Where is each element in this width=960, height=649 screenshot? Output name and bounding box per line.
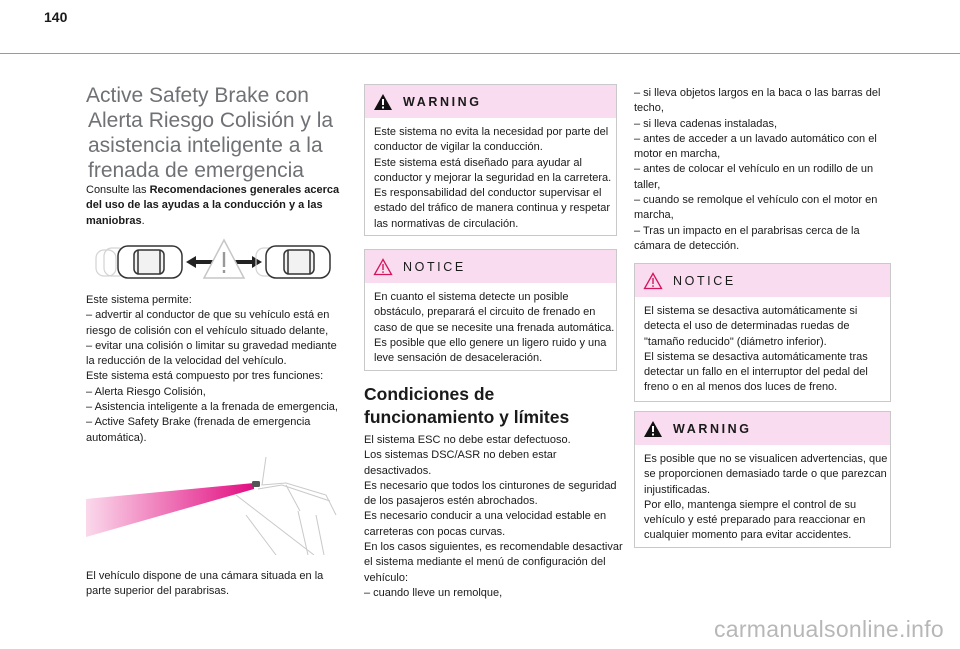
text-line: Los sistemas DSC/ASR no deben estar xyxy=(364,449,557,462)
text-line: caso de que se necesite una frenada automática. xyxy=(374,321,615,334)
text-line: desactivados. xyxy=(364,464,432,477)
header-divider xyxy=(0,53,960,54)
camera-note xyxy=(86,569,338,600)
warning-box-body xyxy=(635,445,890,550)
notice-box-header xyxy=(635,264,890,297)
intro-paragraph xyxy=(86,183,340,229)
text-line: – cuando lleve un remolque, xyxy=(364,586,503,599)
page-title xyxy=(86,83,336,183)
text-line: Es posible que no se visualicen advertencias, que xyxy=(644,453,888,465)
section-title-line: funcionamiento y límites xyxy=(364,407,570,427)
system-functions-paragraph xyxy=(86,293,338,446)
text-line: riesgo de colisión con el vehículo situado delante, xyxy=(86,324,329,337)
text-line: la reducción de la velocidad del vehículo. xyxy=(86,355,287,368)
warning-icon xyxy=(643,420,663,438)
text-line: – Asistencia inteligente a la frenada de emergencia, xyxy=(86,401,338,414)
text-line: el sistema mediante el menú de configuración del xyxy=(364,556,606,569)
text-line: conductor y mejorar la seguridad en la carretera. xyxy=(374,171,612,184)
text-line: El sistema ESC no debe estar defectuoso. xyxy=(364,434,571,446)
title-line: asistencia inteligente a la xyxy=(88,134,323,157)
text-line: – Tras un impacto en el parabrisas cerca de la xyxy=(634,224,860,237)
text-line: Por ello, mantenga siempre el control de su xyxy=(644,498,857,511)
text-line: vehículo: xyxy=(364,571,409,584)
text-line: obstáculo, preparará el circuito de frenado en xyxy=(374,306,596,319)
text-line: detectar un fallo en el interruptor del pedal del xyxy=(644,366,868,379)
notice-box xyxy=(364,249,617,371)
text-line: Este sistema no evita la necesidad por parte del xyxy=(374,126,609,138)
text-line: – advertir al conductor de que su vehículo está en xyxy=(86,309,330,322)
camera-icon xyxy=(252,481,260,487)
camera-detection-beam xyxy=(86,483,254,537)
warning-box xyxy=(364,84,617,236)
text-line: cualquier momento para evitar accidentes. xyxy=(644,529,852,542)
notice-label: NOTICE xyxy=(673,273,736,288)
intro-line xyxy=(86,198,336,213)
text-line: Es posible que ello genere un ligero ruido y una xyxy=(374,336,607,349)
text-line: El sistema se desactiva automáticamente si xyxy=(644,305,858,317)
text-line: vehículo y esté preparado para reaccionar en xyxy=(644,514,866,527)
conditions-paragraph xyxy=(364,433,623,601)
title-line: Active Safety Brake con xyxy=(86,84,309,107)
text-line: El sistema se desactiva automáticamente tras xyxy=(644,350,868,363)
notice-box-body xyxy=(365,283,616,372)
warning-label: WARNING xyxy=(403,94,482,109)
text-line: injustificadas. xyxy=(644,483,711,496)
text-line: cámara de detección. xyxy=(634,239,740,252)
intro-line xyxy=(86,214,336,229)
deactivation-cases-list xyxy=(634,86,890,254)
text-line: En cuanto el sistema detecte un posible xyxy=(374,291,569,303)
text-line: estado del tráfico de manera continua y respetar xyxy=(374,202,611,215)
text-line: se proporcionen demasiado tarde o que parezcan xyxy=(644,468,887,481)
notice-icon xyxy=(373,258,393,276)
text-line: freno o en al menos dos luces de freno. xyxy=(644,381,838,394)
text-line: detecta el uso de determinadas ruedas de xyxy=(644,320,850,333)
warning-triangle-icon xyxy=(204,240,244,278)
text-line: "tamaño reducido" (diámetro inferior). xyxy=(644,335,827,348)
text-line: parte superior del parabrisas. xyxy=(86,585,230,598)
intro-link-text: Recomendaciones generales acerca xyxy=(149,184,340,196)
windshield-camera-illustration xyxy=(86,455,338,555)
text-line: Es necesario conducir a una velocidad estable en xyxy=(364,510,607,523)
own-car-icon xyxy=(118,246,182,278)
text-line: – si lleva objetos largos en la baca o las barras del xyxy=(634,87,881,99)
intro-link-text: maniobras xyxy=(86,214,142,227)
notice-box-header xyxy=(365,250,616,283)
watermark: carmanualsonline.info xyxy=(713,616,944,642)
notice-box xyxy=(634,263,891,402)
warning-icon xyxy=(373,93,393,111)
text-line: Este sistema está compuesto por tres funciones: xyxy=(86,370,324,383)
title-line: frenada de emergencia xyxy=(88,159,304,182)
warning-box-header xyxy=(365,85,616,118)
warning-label: WARNING xyxy=(673,421,752,436)
warning-box xyxy=(634,411,891,548)
text-line: automática). xyxy=(86,431,147,444)
car-body-outline xyxy=(236,457,336,555)
intro-link-text: del uso de las ayudas a la conducción y a las xyxy=(86,199,323,212)
section-title-line: Condiciones de xyxy=(364,384,495,404)
text-line: conductor de vigilar la conducción. xyxy=(374,141,543,154)
text-line: – evitar una colisión o limitar su gravedad mediante xyxy=(86,339,337,352)
text-line: En los casos siguientes, es recomendable desactivar xyxy=(364,541,623,554)
text-line: taller, xyxy=(634,178,661,191)
text-line: – antes de acceder a un lavado automático con el xyxy=(634,132,877,145)
vehicle-ahead-icon xyxy=(266,246,330,278)
text-line: las normativas de circulación. xyxy=(374,217,519,230)
warning-box-body xyxy=(365,118,616,238)
page-number: 140 xyxy=(44,9,68,25)
text-line: – si lleva cadenas instaladas, xyxy=(634,117,778,130)
text-line: El vehículo dispone de una cámara situada en la xyxy=(86,570,324,582)
collision-alert-illustration xyxy=(94,238,332,282)
text-line: Es necesario que todos los cinturones de seguridad xyxy=(364,479,617,492)
intro-line xyxy=(86,183,340,198)
text-line: motor en marcha, xyxy=(634,148,721,161)
intro-suffix: . xyxy=(141,214,145,227)
intro-prefix: Consulte las xyxy=(86,184,150,196)
text-line: techo, xyxy=(634,102,664,115)
text-line: – cuando se remolque el vehículo con el motor en xyxy=(634,194,878,207)
text-line: Este sistema permite: xyxy=(86,294,192,306)
text-line: carreteras con pocas curvas. xyxy=(364,525,506,538)
notice-label: NOTICE xyxy=(403,259,466,274)
text-line: de los pasajeros estén abrochados. xyxy=(364,495,538,508)
text-line: leve sensación de desaceleración. xyxy=(374,352,543,365)
notice-icon xyxy=(643,272,663,290)
text-line: Este sistema está diseñado para ayudar al xyxy=(374,156,582,169)
title-line: Alerta Riesgo Colisión y la xyxy=(88,109,334,132)
section-title xyxy=(364,383,616,429)
warning-box-header xyxy=(635,412,890,445)
text-line: – Active Safety Brake (frenada de emergencia xyxy=(86,416,311,429)
text-line: – antes de colocar el vehículo en un rodillo de un xyxy=(634,163,874,176)
text-line: marcha, xyxy=(634,209,674,222)
text-line: Es responsabilidad del conductor supervisar el xyxy=(374,187,602,200)
text-line: – Alerta Riesgo Colisión, xyxy=(86,385,206,398)
notice-box-body xyxy=(635,297,890,402)
